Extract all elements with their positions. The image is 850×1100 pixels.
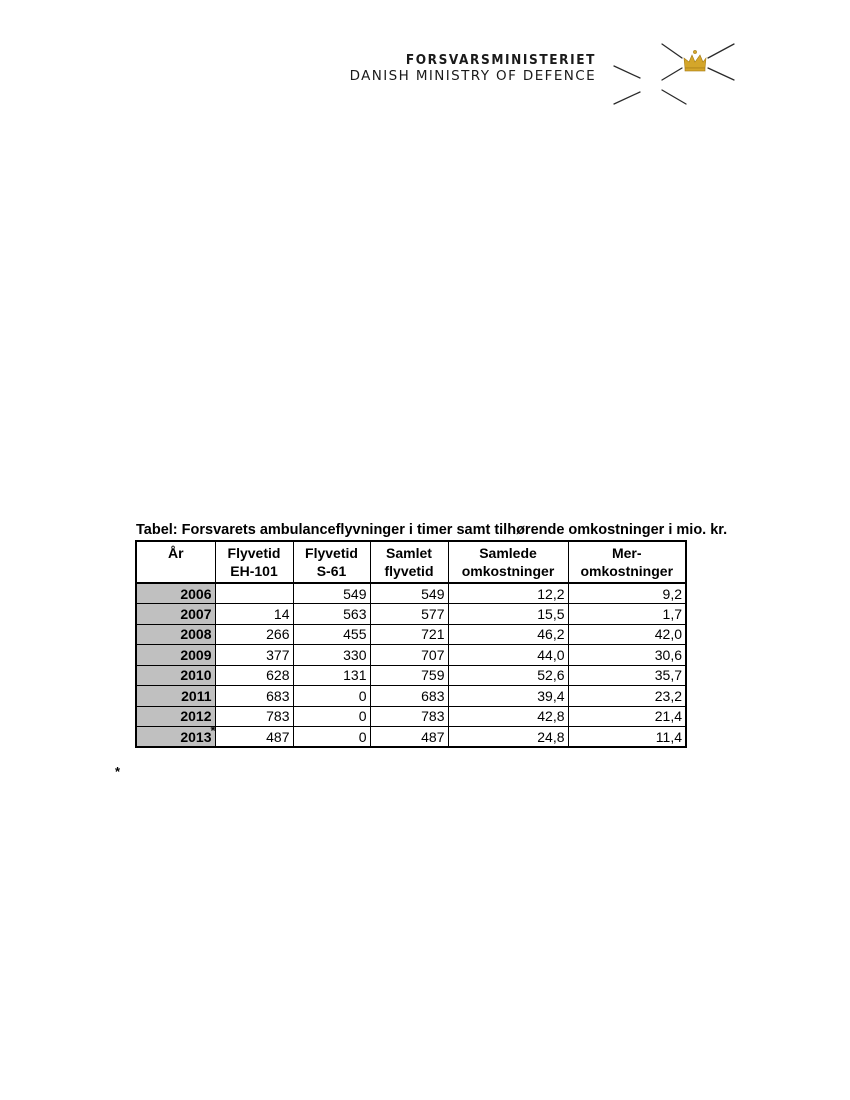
cell-year-2013 — [136, 723, 216, 748]
table-row — [136, 645, 686, 666]
table-row — [136, 583, 686, 604]
cell-total-costs: 15,5 — [448, 604, 568, 625]
cell-extra-costs: 23,2 — [568, 686, 686, 707]
cell-total-flight-time: 487 — [370, 727, 448, 748]
cell-total-costs: 44,0 — [448, 645, 568, 666]
cell-year: 2011 — [136, 686, 215, 707]
cell-s61: 0 — [293, 706, 370, 727]
cell-eh101: 783 — [215, 706, 293, 727]
cell-total-flight-time: 721 — [370, 624, 448, 645]
cell-extra-costs: 1,7 — [568, 604, 686, 625]
header-flight-time-eh101: Flyvetid EH-101 — [215, 541, 293, 583]
crown-cross-icon — [612, 40, 738, 106]
cell-eh101 — [215, 583, 293, 604]
table-header-row — [136, 541, 686, 583]
cell-extra-costs: 11,4 — [568, 727, 686, 748]
cell-total-costs: 39,4 — [448, 686, 568, 707]
cell-total-costs: 46,2 — [448, 624, 568, 645]
cell-total-flight-time: 549 — [370, 583, 448, 604]
cell-year: 2007 — [136, 604, 215, 625]
letterhead — [300, 52, 596, 84]
cell-eh101: 377 — [215, 645, 293, 666]
header-extra-costs: Mer- omkostninger — [568, 541, 686, 583]
cell-year: 2009 — [136, 645, 215, 666]
cell-total-flight-time: 759 — [370, 665, 448, 686]
table-row — [136, 604, 686, 625]
cell-total-flight-time: 683 — [370, 686, 448, 707]
cell-s61: 330 — [293, 645, 370, 666]
cell-s61: 563 — [293, 604, 370, 625]
cell-year: 2012 — [136, 706, 215, 727]
cell-s61: 0 — [293, 686, 370, 707]
footnote-marker: * — [115, 764, 121, 779]
cell-s61: 549 — [293, 583, 370, 604]
cell-year: 2010 — [136, 665, 215, 686]
footnote-marker: * — [210, 723, 216, 738]
table-title: Tabel: Forsvarets ambulanceflyvninger i timer samt tilhørende omkostninger i mio. kr. — [136, 522, 728, 538]
cell-year: 2006 — [136, 583, 215, 604]
cell-eh101: 14 — [215, 604, 293, 625]
cell-eh101: 683 — [215, 686, 293, 707]
cell-eh101: 487 — [215, 727, 293, 748]
table-row — [136, 665, 686, 686]
header-total-flight-time: Samlet flyvetid — [370, 541, 448, 583]
cell-total-costs: 24,8 — [448, 727, 568, 748]
cell-eh101: 266 — [215, 624, 293, 645]
header-year: År — [136, 541, 215, 583]
header-total-costs: Samlede omkostninger — [448, 541, 568, 583]
cell-s61: 131 — [293, 665, 370, 686]
cell-total-flight-time: 707 — [370, 645, 448, 666]
table-row — [136, 706, 686, 727]
cell-total-flight-time: 783 — [370, 706, 448, 727]
ministry-name-english: DANISH MINISTRY OF DEFENCE — [349, 68, 596, 84]
cell-eh101: 628 — [215, 665, 293, 686]
ministry-name-danish: FORSVARSMINISTERIET — [405, 52, 596, 68]
table-row — [136, 624, 686, 645]
crown-icon — [684, 50, 706, 71]
ambulance-flights-table — [135, 540, 687, 748]
cell-year: 2008 — [136, 624, 215, 645]
table-row — [136, 686, 686, 707]
cell-total-flight-time: 577 — [370, 604, 448, 625]
cell-extra-costs: 35,7 — [568, 665, 686, 686]
table-row — [136, 727, 686, 748]
cell-s61: 0 — [293, 727, 370, 748]
cell-extra-costs: 42,0 — [568, 624, 686, 645]
cell-extra-costs: 30,6 — [568, 645, 686, 666]
cell-extra-costs: 21,4 — [568, 706, 686, 727]
cell-total-costs: 42,8 — [448, 706, 568, 727]
header-flight-time-s61: Flyvetid S-61 — [293, 541, 370, 583]
cell-total-costs: 12,2 — [448, 583, 568, 604]
cell-extra-costs: 9,2 — [568, 583, 686, 604]
cell-s61: 455 — [293, 624, 370, 645]
year-value: 2013 — [180, 728, 212, 745]
cell-total-costs: 52,6 — [448, 665, 568, 686]
